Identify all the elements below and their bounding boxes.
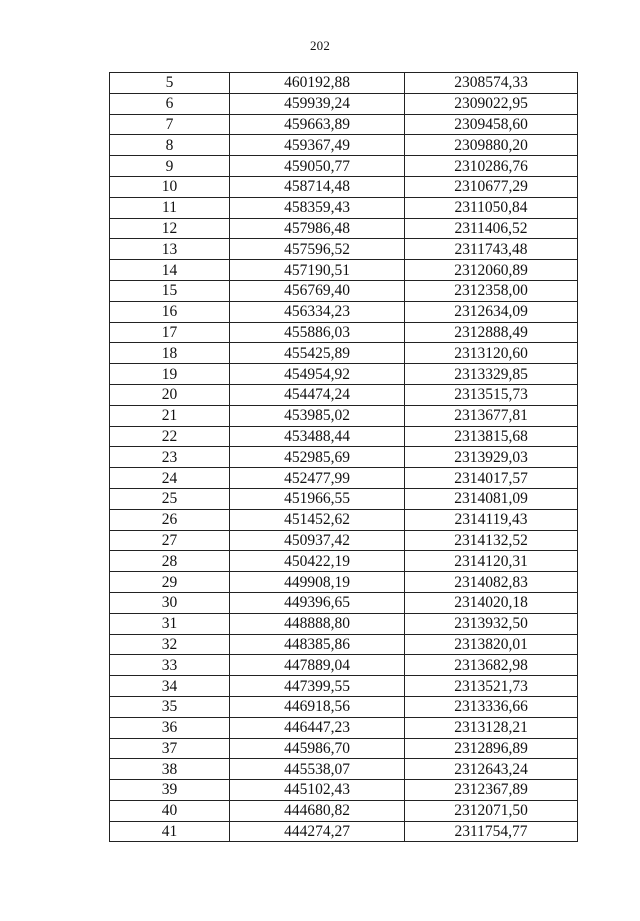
x-coordinate-cell: 460192,88 (230, 73, 405, 94)
y-coordinate-cell: 2314120,31 (405, 551, 578, 572)
point-number-cell: 36 (110, 717, 230, 738)
point-number-cell: 41 (110, 821, 230, 842)
table-row (110, 405, 578, 426)
point-number-cell: 34 (110, 676, 230, 697)
x-coordinate-cell: 451966,55 (230, 488, 405, 509)
y-coordinate-cell: 2313820,01 (405, 634, 578, 655)
table-row (110, 509, 578, 530)
y-coordinate-cell: 2312643,24 (405, 759, 578, 780)
x-coordinate-cell: 445102,43 (230, 780, 405, 801)
y-coordinate-cell: 2312888,49 (405, 322, 578, 343)
point-number-cell: 14 (110, 260, 230, 281)
x-coordinate-cell: 447399,55 (230, 676, 405, 697)
y-coordinate-cell: 2313932,50 (405, 613, 578, 634)
y-coordinate-cell: 2308574,33 (405, 73, 578, 94)
x-coordinate-cell: 452477,99 (230, 468, 405, 489)
x-coordinate-cell: 446447,23 (230, 717, 405, 738)
x-coordinate-cell: 450937,42 (230, 530, 405, 551)
table-row (110, 426, 578, 447)
y-coordinate-cell: 2311050,84 (405, 197, 578, 218)
x-coordinate-cell: 457986,48 (230, 218, 405, 239)
x-coordinate-cell: 454474,24 (230, 384, 405, 405)
table-row (110, 488, 578, 509)
y-coordinate-cell: 2311754,77 (405, 821, 578, 842)
y-coordinate-cell: 2313128,21 (405, 717, 578, 738)
x-coordinate-cell: 453985,02 (230, 405, 405, 426)
y-coordinate-cell: 2310677,29 (405, 176, 578, 197)
y-coordinate-cell: 2309880,20 (405, 135, 578, 156)
x-coordinate-cell: 444680,82 (230, 800, 405, 821)
table-row (110, 114, 578, 135)
x-coordinate-cell: 456769,40 (230, 280, 405, 301)
x-coordinate-cell: 450422,19 (230, 551, 405, 572)
table-row (110, 239, 578, 260)
y-coordinate-cell: 2311406,52 (405, 218, 578, 239)
table-row (110, 530, 578, 551)
point-number-cell: 6 (110, 93, 230, 114)
point-number-cell: 27 (110, 530, 230, 551)
y-coordinate-cell: 2313682,98 (405, 655, 578, 676)
table-row (110, 322, 578, 343)
x-coordinate-cell: 455886,03 (230, 322, 405, 343)
point-number-cell: 13 (110, 239, 230, 260)
x-coordinate-cell: 448385,86 (230, 634, 405, 655)
page-number: 202 (309, 38, 331, 53)
coordinates-table-body (110, 73, 578, 842)
point-number-cell: 32 (110, 634, 230, 655)
point-number-cell: 20 (110, 384, 230, 405)
point-number-cell: 25 (110, 488, 230, 509)
point-number-cell: 9 (110, 156, 230, 177)
y-coordinate-cell: 2309022,95 (405, 93, 578, 114)
x-coordinate-cell: 447889,04 (230, 655, 405, 676)
x-coordinate-cell: 445538,07 (230, 759, 405, 780)
x-coordinate-cell: 446918,56 (230, 696, 405, 717)
table-row (110, 634, 578, 655)
y-coordinate-cell: 2313677,81 (405, 405, 578, 426)
table-row (110, 93, 578, 114)
table-row (110, 156, 578, 177)
y-coordinate-cell: 2313515,73 (405, 384, 578, 405)
x-coordinate-cell: 456334,23 (230, 301, 405, 322)
table-row (110, 218, 578, 239)
point-number-cell: 37 (110, 738, 230, 759)
point-number-cell: 31 (110, 613, 230, 634)
x-coordinate-cell: 452985,69 (230, 447, 405, 468)
point-number-cell: 12 (110, 218, 230, 239)
y-coordinate-cell: 2314119,43 (405, 509, 578, 530)
y-coordinate-cell: 2313815,68 (405, 426, 578, 447)
x-coordinate-cell: 459663,89 (230, 114, 405, 135)
table-row (110, 613, 578, 634)
x-coordinate-cell: 449396,65 (230, 592, 405, 613)
y-coordinate-cell: 2313929,03 (405, 447, 578, 468)
y-coordinate-cell: 2313336,66 (405, 696, 578, 717)
y-coordinate-cell: 2312634,09 (405, 301, 578, 322)
y-coordinate-cell: 2311743,48 (405, 239, 578, 260)
point-number-cell: 29 (110, 572, 230, 593)
point-number-cell: 5 (110, 73, 230, 94)
table-row (110, 135, 578, 156)
table-row (110, 655, 578, 676)
table-row (110, 780, 578, 801)
table-row (110, 73, 578, 94)
x-coordinate-cell: 451452,62 (230, 509, 405, 530)
table-row (110, 468, 578, 489)
point-number-cell: 33 (110, 655, 230, 676)
table-row (110, 592, 578, 613)
x-coordinate-cell: 458359,43 (230, 197, 405, 218)
point-number-cell: 7 (110, 114, 230, 135)
table-row (110, 821, 578, 842)
table-row (110, 717, 578, 738)
y-coordinate-cell: 2314081,09 (405, 488, 578, 509)
x-coordinate-cell: 455425,89 (230, 343, 405, 364)
point-number-cell: 39 (110, 780, 230, 801)
point-number-cell: 17 (110, 322, 230, 343)
y-coordinate-cell: 2314020,18 (405, 592, 578, 613)
point-number-cell: 30 (110, 592, 230, 613)
x-coordinate-cell: 444274,27 (230, 821, 405, 842)
point-number-cell: 24 (110, 468, 230, 489)
point-number-cell: 35 (110, 696, 230, 717)
point-number-cell: 38 (110, 759, 230, 780)
coordinates-table (109, 72, 578, 842)
x-coordinate-cell: 459367,49 (230, 135, 405, 156)
x-coordinate-cell: 459050,77 (230, 156, 405, 177)
point-number-cell: 21 (110, 405, 230, 426)
y-coordinate-cell: 2314082,83 (405, 572, 578, 593)
table-row (110, 197, 578, 218)
x-coordinate-cell: 449908,19 (230, 572, 405, 593)
y-coordinate-cell: 2314132,52 (405, 530, 578, 551)
y-coordinate-cell: 2312358,00 (405, 280, 578, 301)
table-row (110, 343, 578, 364)
point-number-cell: 23 (110, 447, 230, 468)
x-coordinate-cell: 445986,70 (230, 738, 405, 759)
table-row (110, 176, 578, 197)
y-coordinate-cell: 2312896,89 (405, 738, 578, 759)
point-number-cell: 18 (110, 343, 230, 364)
table-row (110, 301, 578, 322)
y-coordinate-cell: 2310286,76 (405, 156, 578, 177)
y-coordinate-cell: 2312071,50 (405, 800, 578, 821)
point-number-cell: 28 (110, 551, 230, 572)
table-row (110, 364, 578, 385)
table-row (110, 696, 578, 717)
table-row (110, 384, 578, 405)
x-coordinate-cell: 459939,24 (230, 93, 405, 114)
table-row (110, 676, 578, 697)
y-coordinate-cell: 2313329,85 (405, 364, 578, 385)
x-coordinate-cell: 457596,52 (230, 239, 405, 260)
y-coordinate-cell: 2313120,60 (405, 343, 578, 364)
table-row (110, 759, 578, 780)
y-coordinate-cell: 2312060,89 (405, 260, 578, 281)
y-coordinate-cell: 2313521,73 (405, 676, 578, 697)
x-coordinate-cell: 457190,51 (230, 260, 405, 281)
table-row (110, 551, 578, 572)
point-number-cell: 16 (110, 301, 230, 322)
table-row (110, 260, 578, 281)
x-coordinate-cell: 458714,48 (230, 176, 405, 197)
point-number-cell: 8 (110, 135, 230, 156)
x-coordinate-cell: 454954,92 (230, 364, 405, 385)
table-row (110, 738, 578, 759)
table-row (110, 447, 578, 468)
point-number-cell: 11 (110, 197, 230, 218)
y-coordinate-cell: 2312367,89 (405, 780, 578, 801)
point-number-cell: 26 (110, 509, 230, 530)
y-coordinate-cell: 2314017,57 (405, 468, 578, 489)
point-number-cell: 15 (110, 280, 230, 301)
x-coordinate-cell: 453488,44 (230, 426, 405, 447)
point-number-cell: 22 (110, 426, 230, 447)
table-row (110, 572, 578, 593)
point-number-cell: 10 (110, 176, 230, 197)
table-row (110, 800, 578, 821)
point-number-cell: 40 (110, 800, 230, 821)
table-row (110, 280, 578, 301)
x-coordinate-cell: 448888,80 (230, 613, 405, 634)
point-number-cell: 19 (110, 364, 230, 385)
y-coordinate-cell: 2309458,60 (405, 114, 578, 135)
